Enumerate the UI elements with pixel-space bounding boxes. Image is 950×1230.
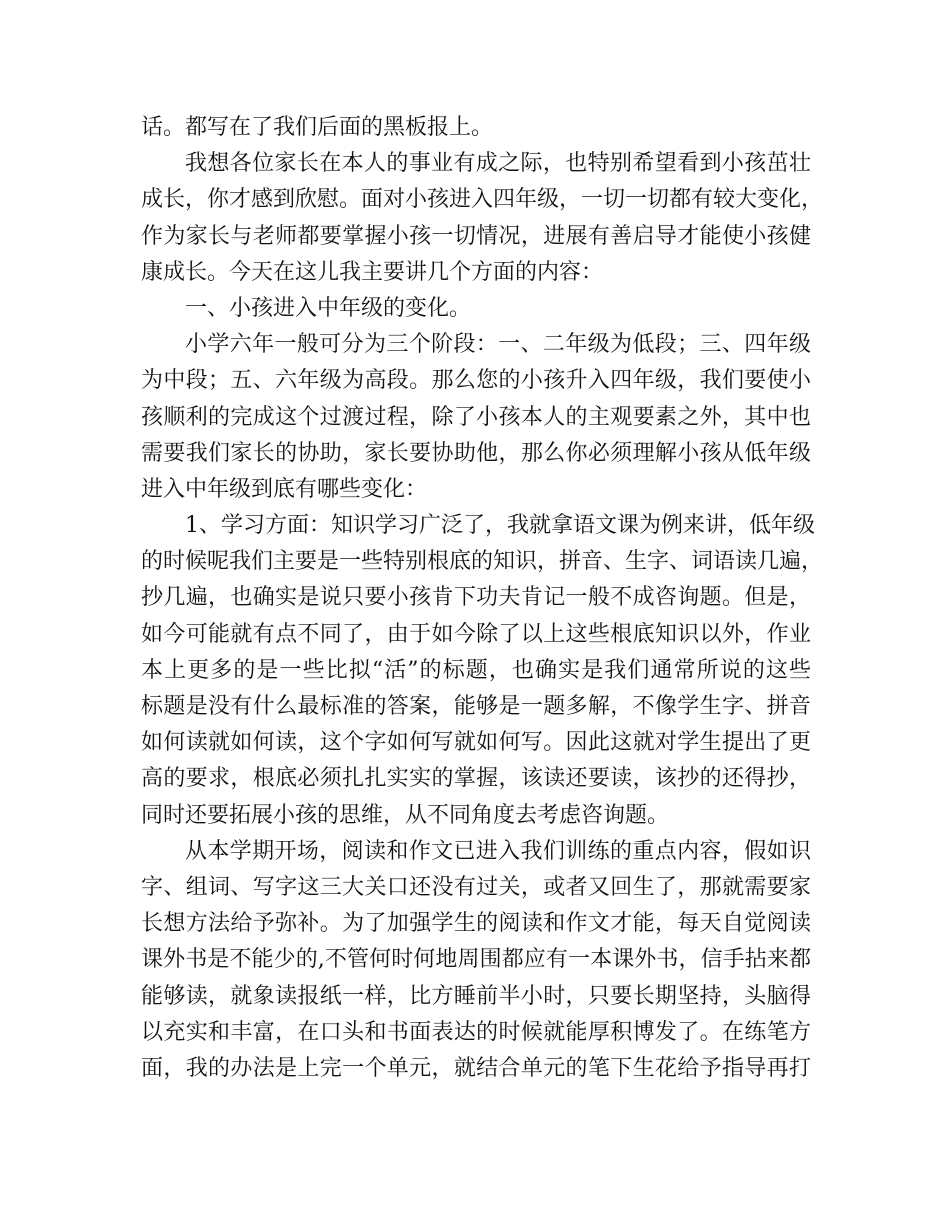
text-line: 如何读就如何读，这个字如何写就如何写。因此这就对学生提出了更 <box>141 730 811 756</box>
text-line: 话。都写在了我们后面的黑板报上。 <box>141 115 494 140</box>
text-line: 本上更多的是一些比拟“活”的标题，也确实是我们通常所说的这些 <box>141 657 811 683</box>
text-line: 的时候呢我们主要是一些特别根底的知识，拼音、生字、词语读几遍， <box>141 549 824 575</box>
text-line: 作为家长与老师都要掌握小孩一切情况，进展有善启导才能使小孩健 <box>141 223 811 249</box>
text-line: 一、小孩进入中年级的变化。 <box>185 295 472 321</box>
text-line: 进入中年级到底有哪些变化： <box>141 476 428 502</box>
text-line: 如今可能就有点不同了，由于如今除了以上这些根底知识以外，作业 <box>141 621 811 647</box>
text-line: 从本学期开场，阅读和作文已进入我们训练的重点内容，假如识 <box>185 838 811 864</box>
text-line: 康成长。今天在这儿我主要讲几个方面的内容： <box>141 259 604 285</box>
text-line: 以充实和丰富，在口头和书面表达的时候就能厚积博发了。在练笔方 <box>141 1019 811 1045</box>
text-line: 课外书是不能少的,不管何时何地周围都应有一本课外书，信手拈来都 <box>141 947 811 973</box>
body-text <box>141 110 824 1087</box>
text-line: 为中段；五、六年级为高段。那么您的小孩升入四年级，我们要使小 <box>141 368 811 394</box>
text-line: 长想方法给予弥补。为了加强学生的阅读和作文才能，每天自觉阅读 <box>141 911 811 937</box>
text-line: 孩顺利的完成这个过渡过程，除了小孩本人的主观要素之外，其中也 <box>141 404 811 430</box>
text-line: 1、学习方面：知识学习广泛了，我就拿语文课为例来讲，低年级 <box>185 513 815 539</box>
text-line: 需要我们家长的协助，家长要协助他，那么你必须理解小孩从低年级 <box>141 440 811 466</box>
text-line: 小学六年一般可分为三个阶段：一、二年级为低段；三、四年级 <box>185 332 811 358</box>
text-line: 我想各位家长在本人的事业有成之际，也特别希望看到小孩茁壮 <box>185 151 811 177</box>
text-line: 能够读，就象读报纸一样，比方睡前半小时，只要长期坚持，头脑得 <box>141 983 811 1009</box>
text-line: 高的要求，根底必须扎扎实实的掌握，该读还要读，该抄的还得抄， <box>141 766 811 792</box>
text-line: 标题是没有什么最标准的答案，能够是一题多解，不像学生字、拼音 <box>141 694 811 719</box>
text-line: 成长，你才感到欣慰。面对小孩进入四年级，一切一切都有较大变化， <box>141 187 824 213</box>
text-line: 面，我的办法是上完一个单元，就结合单元的笔下生花给予指导再打 <box>141 1055 811 1081</box>
text-line: 同时还要拓展小孩的思维，从不同角度去考虑咨询题。 <box>141 802 670 828</box>
text-line: 抄几遍，也确实是说只要小孩肯下功夫肯记一般不成咨询题。但是， <box>141 585 811 611</box>
text-line: 字、组词、写字这三大关口还没有过关，或者又回生了，那就需要家 <box>141 874 811 900</box>
